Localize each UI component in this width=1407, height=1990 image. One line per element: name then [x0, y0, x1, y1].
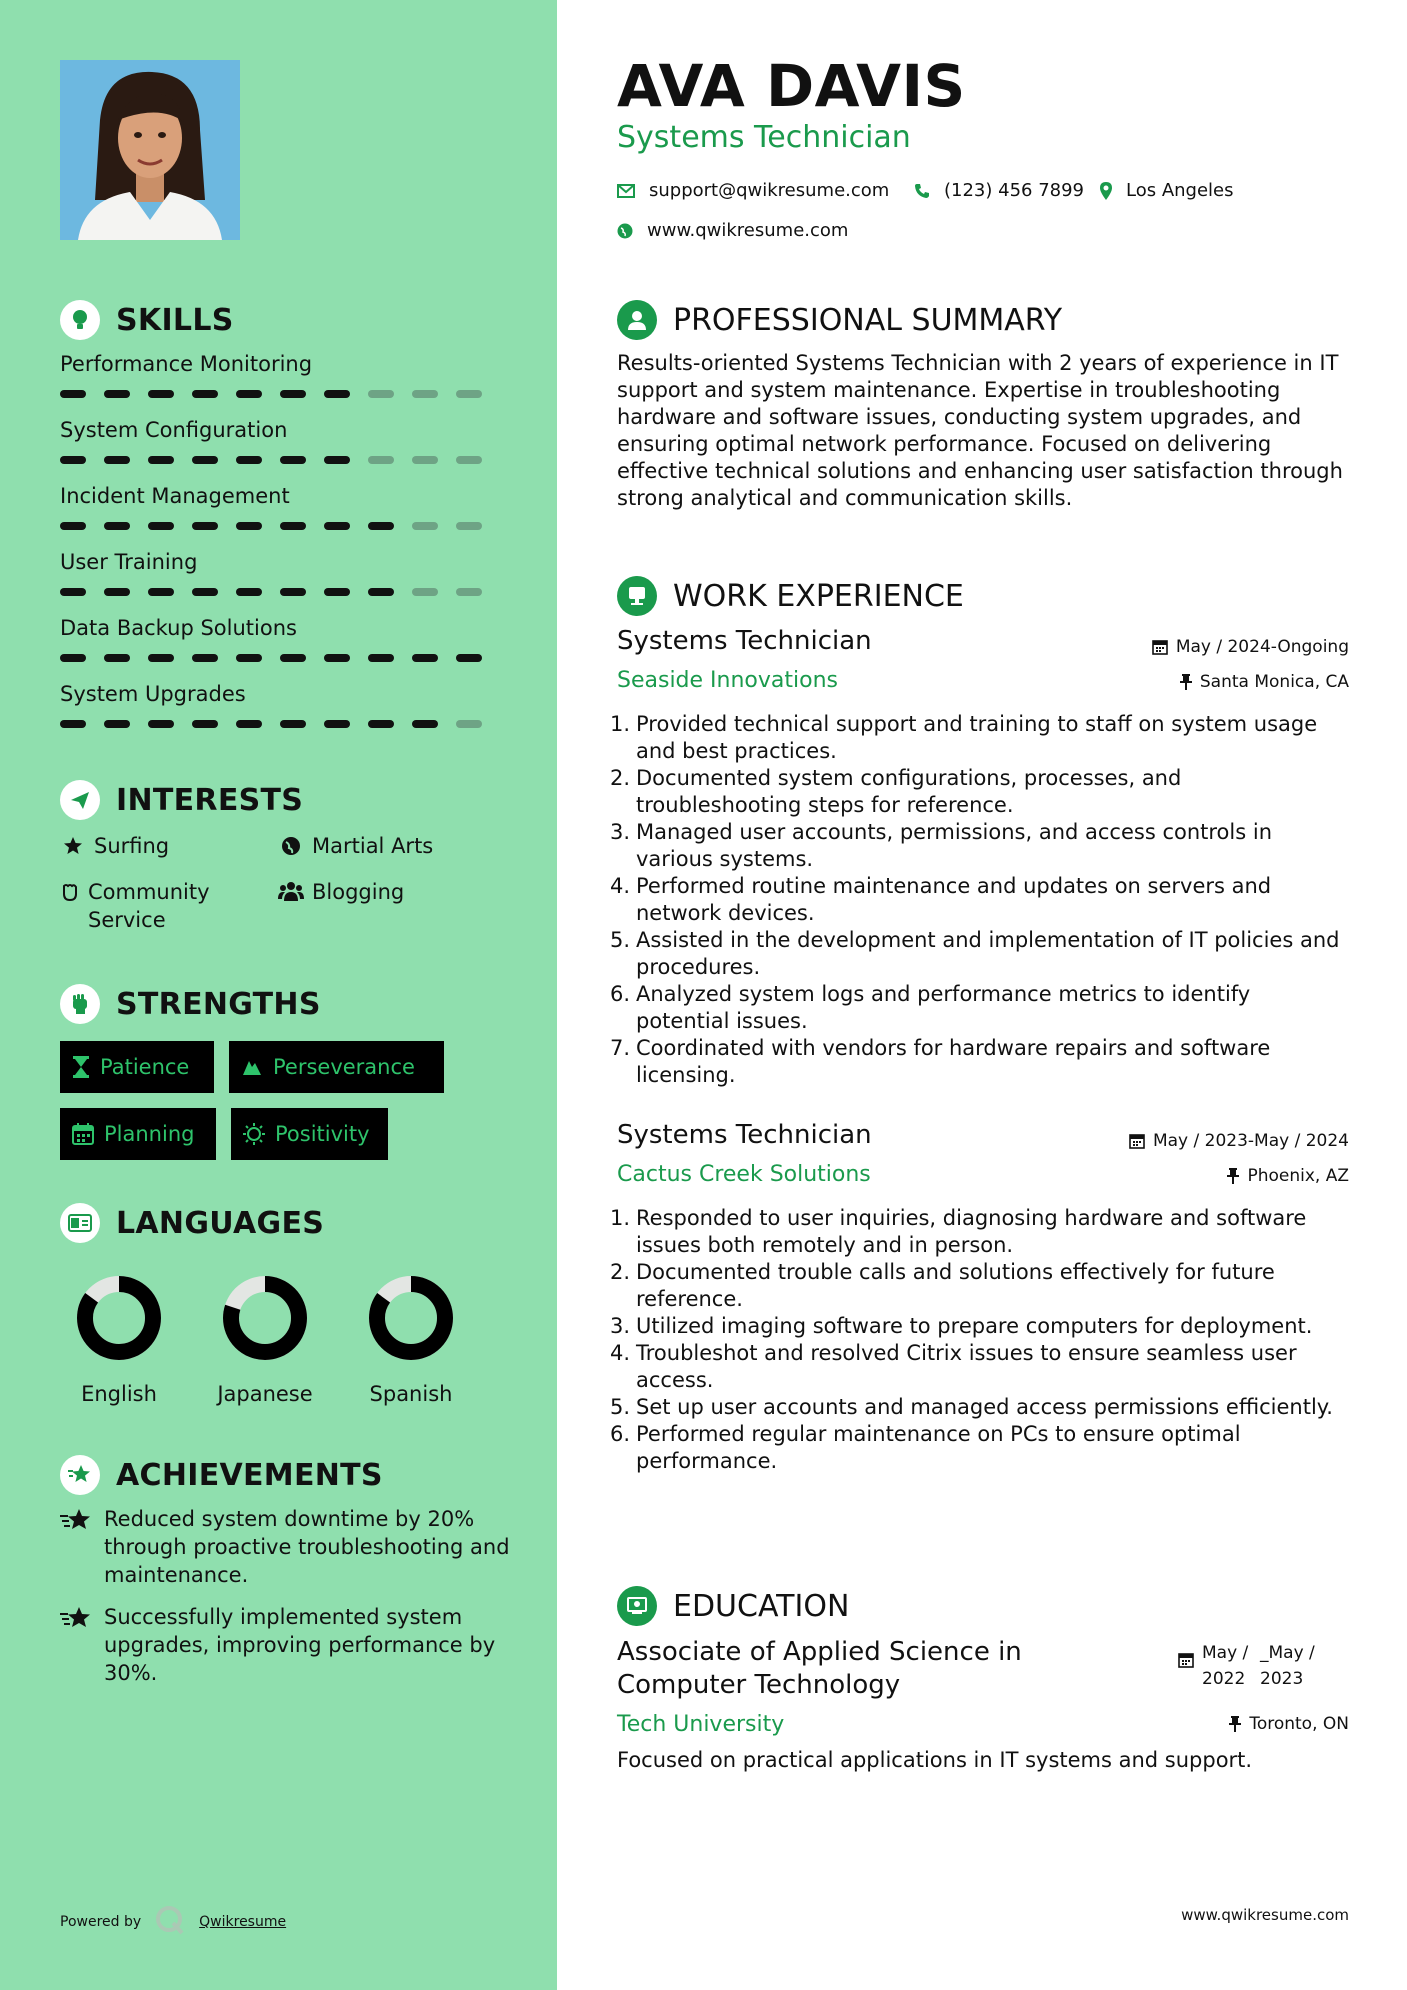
skill-dash-empty — [456, 390, 482, 398]
lightbulb-icon — [60, 300, 100, 340]
skill-dash-filled — [60, 522, 86, 530]
shooting-star-icon — [60, 1505, 92, 1537]
achievement-text: Reduced system downtime by 20% through proactive troubleshooting and maintenance. — [104, 1507, 510, 1587]
skill-dash-filled — [280, 390, 306, 398]
skill-dash-filled — [368, 720, 394, 728]
skill-name: System Upgrades — [60, 682, 246, 706]
language-donut — [59, 1268, 179, 1364]
calendar-icon — [72, 1123, 94, 1145]
skill-dash-filled — [280, 522, 306, 530]
language-label: Spanish — [369, 1382, 453, 1406]
job-bullet: 4. Performed routine maintenance and updates on servers and network devices. — [610, 874, 1272, 925]
pushpin-icon — [1227, 1168, 1239, 1184]
skill-dash-empty — [456, 720, 482, 728]
skill-dash-filled — [236, 720, 262, 728]
skill-level — [60, 720, 500, 728]
interest-label: Community Service — [88, 880, 210, 932]
language-item — [205, 1268, 325, 1406]
interest-item — [60, 878, 240, 934]
interest-label: Blogging — [312, 880, 405, 904]
skill-name: Data Backup Solutions — [60, 616, 297, 640]
job-title: Systems Technician — [617, 1120, 872, 1150]
calendar-icon — [1129, 1133, 1145, 1149]
skill-dash-filled — [60, 720, 86, 728]
skill-dash-filled — [236, 456, 262, 464]
skill-dash-filled — [324, 654, 350, 662]
skill-dash-filled — [280, 588, 306, 596]
skill-dash-filled — [104, 720, 130, 728]
skill-item — [60, 550, 500, 596]
degree-title: Associate of Applied Science in Computer Technology — [617, 1637, 1022, 1700]
skills-title: SKILLS — [116, 302, 234, 338]
skill-item — [60, 352, 500, 398]
skill-dash-empty — [456, 522, 482, 530]
calendar-icon — [1178, 1650, 1194, 1676]
skill-level — [60, 522, 500, 530]
achievement-item — [60, 1505, 510, 1589]
contact-location — [1100, 180, 1234, 201]
hiker-icon — [241, 1057, 263, 1077]
globe-icon — [278, 832, 304, 860]
email-text: support@qwikresume.com — [649, 180, 890, 201]
education-start: May / 2022 — [1202, 1643, 1249, 1689]
skill-dash-filled — [148, 654, 174, 662]
summary-header — [617, 300, 1062, 340]
skill-dash-filled — [192, 456, 218, 464]
company-name: Cactus Creek Solutions — [617, 1162, 871, 1187]
skill-dash-filled — [104, 456, 130, 464]
skill-dash-empty — [412, 390, 438, 398]
skill-dash-filled — [192, 654, 218, 662]
skill-dash-filled — [368, 654, 394, 662]
skill-item — [60, 682, 500, 728]
strength-tag — [229, 1041, 444, 1093]
skill-dash-filled — [148, 720, 174, 728]
skill-dash-filled — [324, 588, 350, 596]
strength-label: Patience — [100, 1055, 190, 1079]
education-title: EDUCATION — [673, 1588, 850, 1624]
briefcase-icon — [617, 576, 657, 616]
skill-name: Performance Monitoring — [60, 352, 313, 376]
job-bullet: 6. Analyzed system logs and performance metrics to identify potential issues. — [610, 982, 1251, 1033]
powered-by — [60, 1905, 286, 1939]
strengths-title: STRENGTHS — [116, 986, 321, 1022]
skill-dash-filled — [192, 588, 218, 596]
job-bullet: 2. Documented system configurations, processes, and troubleshooting steps for reference. — [610, 766, 1182, 817]
skill-dash-filled — [368, 588, 394, 596]
skill-dash-filled — [456, 654, 482, 662]
fist-icon — [60, 984, 100, 1024]
skill-dash-filled — [104, 588, 130, 596]
job-date — [1152, 637, 1349, 657]
strength-label: Positivity — [275, 1122, 370, 1146]
skill-item — [60, 418, 500, 464]
achievements-header — [60, 1455, 383, 1495]
job-bullet: 3. Utilized imaging software to prepare computers for deployment. — [610, 1314, 1313, 1338]
skill-dash-filled — [236, 654, 262, 662]
skill-dash-filled — [148, 390, 174, 398]
skill-dash-filled — [324, 720, 350, 728]
interests-title: INTERESTS — [116, 782, 304, 818]
qwikresume-logo-icon — [155, 1905, 185, 1939]
language-label: English — [81, 1382, 157, 1406]
languages-header — [60, 1203, 324, 1243]
skill-dash-empty — [456, 588, 482, 596]
skill-dash-filled — [104, 654, 130, 662]
paper-plane-icon — [60, 780, 100, 820]
contact-website[interactable] — [617, 220, 848, 241]
candidate-role: Systems Technician — [617, 120, 911, 155]
strength-tag — [231, 1108, 388, 1160]
skills-header — [60, 300, 234, 340]
summary-title: PROFESSIONAL SUMMARY — [673, 302, 1063, 338]
hourglass-icon — [72, 1056, 90, 1078]
skill-dash-filled — [148, 588, 174, 596]
phone-text: (123) 456 7899 — [944, 180, 1085, 201]
hand-icon — [60, 878, 80, 906]
powered-by-label: Powered by — [60, 1914, 142, 1930]
language-item — [59, 1268, 179, 1406]
sun-icon — [243, 1123, 265, 1145]
strength-label: Perseverance — [273, 1055, 415, 1079]
skill-dash-filled — [192, 720, 218, 728]
skill-dash-filled — [280, 456, 306, 464]
interest-label: Surfing — [94, 834, 170, 858]
globe-icon — [617, 223, 633, 239]
job-bullets — [610, 711, 1350, 1089]
candidate-name: AVA DAVIS — [617, 52, 966, 120]
phone-icon — [914, 183, 930, 199]
school-name: Tech University — [617, 1712, 785, 1737]
education-location-text: Toronto, ON — [1249, 1714, 1349, 1734]
skill-dash-filled — [368, 522, 394, 530]
job-bullet: 5. Assisted in the development and implementation of IT policies and procedures. — [610, 928, 1340, 979]
skill-dash-filled — [236, 522, 262, 530]
interests-header — [60, 780, 303, 820]
job-bullet: 2. Documented trouble calls and solutions effectively for future reference. — [610, 1260, 1275, 1311]
skill-dash-filled — [412, 654, 438, 662]
skill-item — [60, 484, 500, 530]
profile-photo — [60, 60, 240, 240]
education-location — [1229, 1714, 1349, 1734]
skill-dash-filled — [412, 720, 438, 728]
skill-dash-empty — [368, 456, 394, 464]
job-date-text: May / 2023-May / 2024 — [1152, 1131, 1349, 1151]
skill-item — [60, 616, 500, 662]
skill-dash-filled — [60, 456, 86, 464]
skill-dash-empty — [456, 456, 482, 464]
achievement-star-icon — [60, 1455, 100, 1495]
skill-dash-empty — [412, 456, 438, 464]
interest-item — [60, 832, 169, 860]
interest-item — [278, 878, 404, 906]
job-bullet: 7. Coordinated with vendors for hardware repairs and software licensing. — [610, 1036, 1271, 1087]
star-icon — [60, 832, 86, 860]
strength-tag — [60, 1108, 216, 1160]
summary-text: Results-oriented Systems Technician with 2 years of experience in IT support and system maintenance. Expertise in troubleshooting hardware and software issues, conducting system upgrades, and ensuring optimal network performance. Focused on delivering effective technical solutions and enhancing user satisfaction through strong analytical and communication skills. — [617, 351, 1343, 510]
experience-header — [617, 576, 964, 616]
strength-tag — [60, 1041, 214, 1093]
skill-dash-filled — [104, 390, 130, 398]
interest-item — [278, 832, 433, 860]
skill-name: User Training — [60, 550, 198, 574]
education-end: _May / 2023 — [1260, 1643, 1315, 1689]
footer-website[interactable]: www.qwikresume.com — [1181, 1906, 1349, 1924]
skill-name: Incident Management — [60, 484, 290, 508]
skill-dash-filled — [324, 522, 350, 530]
job-bullet: 6. Performed regular maintenance on PCs to ensure optimal performance. — [610, 1422, 1241, 1473]
interest-label: Martial Arts — [312, 834, 434, 858]
job-location — [1180, 672, 1349, 692]
language-card-icon — [60, 1203, 100, 1243]
graduation-icon — [617, 1586, 657, 1626]
job-bullet: 3. Managed user accounts, permissions, and access controls in various systems. — [610, 820, 1272, 871]
calendar-icon — [1152, 639, 1168, 655]
achievement-item — [60, 1603, 510, 1687]
job-location-text: Phoenix, AZ — [1247, 1166, 1349, 1186]
envelope-icon — [617, 184, 635, 198]
qwikresume-link[interactable]: Qwikresume — [199, 1914, 287, 1930]
language-label: Japanese — [217, 1382, 313, 1406]
company-name: Seaside Innovations — [617, 668, 838, 693]
pushpin-icon — [1229, 1716, 1241, 1732]
skill-level — [60, 390, 500, 398]
skill-dash-filled — [236, 588, 262, 596]
job-bullet: 1. Responded to user inquiries, diagnosing hardware and software issues both remotely and in person. — [610, 1206, 1307, 1257]
website-text: www.qwikresume.com — [647, 220, 849, 241]
strength-label: Planning — [104, 1122, 195, 1146]
skill-dash-filled — [104, 522, 130, 530]
map-pin-icon — [1100, 182, 1112, 200]
user-icon — [617, 300, 657, 340]
job-bullet: 4. Troubleshot and resolved Citrix issues to ensure seamless user access. — [610, 1341, 1297, 1392]
education-date — [1178, 1640, 1318, 1692]
skill-dash-filled — [192, 390, 218, 398]
shooting-star-icon — [60, 1603, 92, 1635]
skill-dash-filled — [236, 390, 262, 398]
skill-level — [60, 588, 500, 596]
job-date — [1129, 1131, 1349, 1151]
skill-dash-filled — [324, 390, 350, 398]
skill-dash-filled — [148, 456, 174, 464]
skill-dash-filled — [280, 654, 306, 662]
job-bullet: 1. Provided technical support and training to staff on system usage and best practices. — [610, 712, 1318, 763]
job-date-text: May / 2024-Ongoing — [1175, 637, 1349, 657]
strengths-header — [60, 984, 321, 1024]
skill-name: System Configuration — [60, 418, 288, 442]
skill-dash-filled — [148, 522, 174, 530]
language-donut — [351, 1268, 471, 1364]
skill-dash-filled — [60, 588, 86, 596]
language-item — [351, 1268, 471, 1406]
job-title: Systems Technician — [617, 626, 872, 656]
skill-dash-filled — [280, 720, 306, 728]
skill-dash-filled — [324, 456, 350, 464]
skill-level — [60, 456, 500, 464]
job-bullet: 5. Set up user accounts and managed access permissions efficiently. — [610, 1395, 1333, 1419]
skill-dash-empty — [368, 390, 394, 398]
skill-dash-filled — [192, 522, 218, 530]
location-text: Los Angeles — [1126, 180, 1234, 201]
sidebar — [0, 0, 557, 1990]
achievements-title: ACHIEVEMENTS — [116, 1457, 383, 1493]
experience-title: WORK EXPERIENCE — [673, 578, 964, 614]
skill-dash-empty — [412, 522, 438, 530]
job-bullets — [610, 1205, 1350, 1475]
contact-phone[interactable] — [914, 180, 1084, 201]
pushpin-icon — [1180, 674, 1192, 690]
education-header — [617, 1586, 849, 1626]
job-location-text: Santa Monica, CA — [1199, 672, 1349, 692]
languages-title: LANGUAGES — [116, 1205, 325, 1241]
skill-dash-filled — [60, 390, 86, 398]
education-description: Focused on practical applications in IT systems and support. — [617, 1748, 1253, 1772]
skill-dash-filled — [60, 654, 86, 662]
job-location — [1227, 1166, 1349, 1186]
users-icon — [278, 878, 304, 906]
language-donut — [205, 1268, 325, 1364]
contact-email[interactable] — [617, 180, 889, 201]
achievement-text: Successfully implemented system upgrades, improving performance by 30%. — [104, 1605, 496, 1685]
skill-level — [60, 654, 500, 662]
skill-dash-empty — [412, 588, 438, 596]
